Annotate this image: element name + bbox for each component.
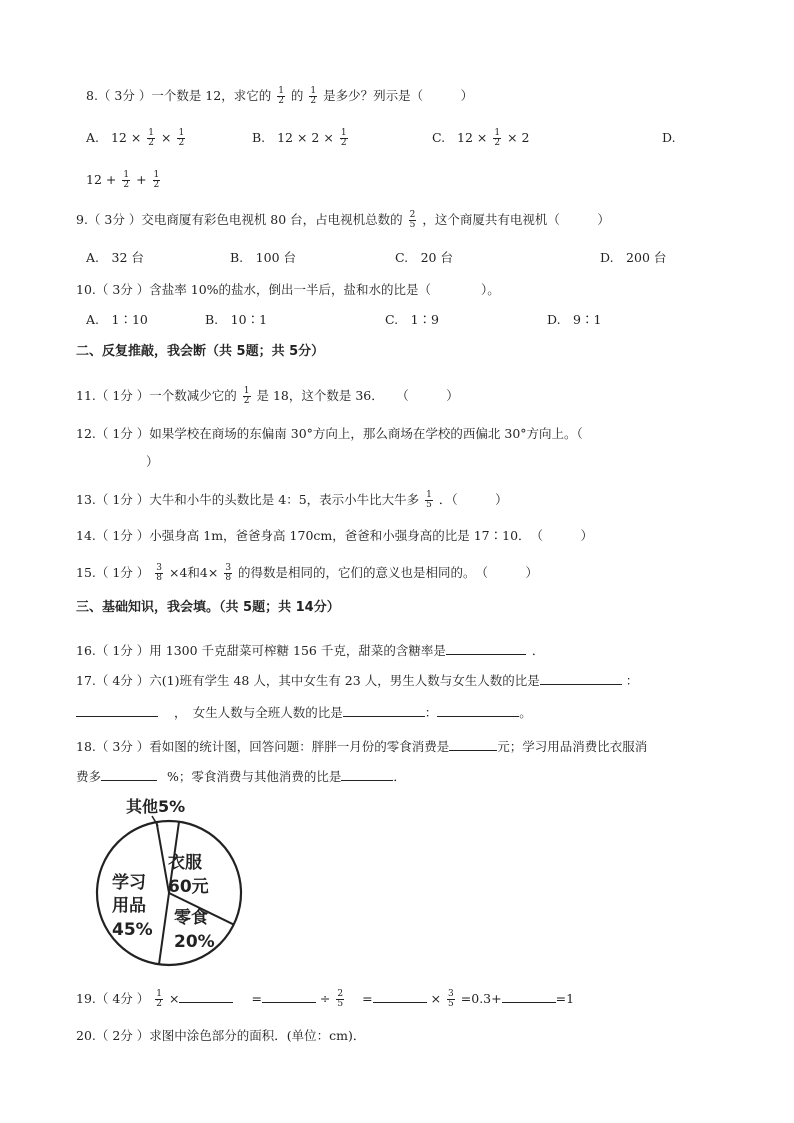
answer-blank[interactable]: [446, 640, 526, 655]
q8-option-d[interactable]: 12 + $\frac{1}{2}$ + $\frac{1}{2}$: [86, 170, 160, 190]
answer-blank[interactable]: [502, 988, 556, 1003]
pie-label-snacks-value: 20%: [174, 932, 215, 952]
q9-option-c[interactable]: C. 20 台: [395, 250, 453, 265]
q8-option-a[interactable]: A. 12 × $\frac{1}{2}$ × $\frac{1}{2}$: [86, 128, 185, 148]
question-10: 10.（ 3分 ）含盐率 10%的盐水，倒出一半后，盐和水的比是（ ）。: [76, 282, 500, 297]
section-3-heading: 三、基础知识，我会填。（共 5题；共 14分）: [76, 600, 340, 615]
q10-option-c[interactable]: C. 1∶9: [385, 312, 439, 327]
question-18: 18.（ 3分 ）看如图的统计图，回答问题：胖胖一月份的零食消费是 元；学习用品消费比衣服消: [76, 736, 647, 757]
pie-label-other: 其他5%: [126, 797, 186, 816]
answer-blank[interactable]: [76, 702, 158, 717]
fraction: $\frac{1}{2}$: [310, 86, 317, 106]
pie-label-study-value: 45%: [112, 920, 153, 940]
answer-blank[interactable]: [262, 988, 316, 1003]
answer-blank[interactable]: [540, 670, 622, 685]
answer-blank[interactable]: [437, 702, 519, 717]
q10-option-b[interactable]: B. 10∶1: [205, 312, 268, 327]
question-9: 9.（ 3分 ）交电商厦有彩色电视机 80 台，占电视机总数的 $\frac{2}{5}$ ，这个商厦共有电视机（ ）: [76, 210, 610, 230]
pie-chart-svg: [94, 790, 254, 972]
question-11: 11.（ 1分 ）一个数减少它的 $\frac{1}{2}$ 是 18，这个数是 36． （ ）: [76, 386, 459, 406]
q8-stem: 8.（ 3分 ）一个数是 12，求它的: [86, 88, 272, 103]
answer-blank[interactable]: [341, 766, 393, 781]
answer-blank[interactable]: [179, 988, 233, 1003]
answer-blank[interactable]: [449, 736, 497, 751]
question-15: 15.（ 1分 ） $\frac{3}{8}$ ×4和4× $\frac{3}{8}$ 的得数是相同的，它们的意义也是相同的。 （ ）: [76, 563, 539, 583]
pie-label-study: 学习: [112, 873, 146, 893]
pie-chart: [94, 790, 254, 972]
section-2-heading: 二、反复推敲，我会断（共 5题；共 5分）: [76, 344, 325, 359]
pie-label-clothes-value: 60元: [168, 877, 209, 897]
q9-option-d[interactable]: D. 200 台: [600, 250, 667, 265]
fraction: $\frac{1}{2}$: [278, 86, 284, 106]
question-17: 17.（ 4分 ）六(1)班有学生 48 人，其中女生有 23 人，男生人数与女生人数的比是 ：: [76, 670, 638, 691]
q8-option-b[interactable]: B. 12 × 2 × $\frac{1}{2}$: [252, 128, 347, 148]
question-12: 12.（ 1分 ）如果学校在商场的东偏南 30°方向上，那么商场在学校的西偏北 30°方向上。（: [76, 426, 583, 441]
question-13: 13.（ 1分 ）大牛和小牛的头数比是 4：5，表示小牛比大牛多 $\frac{1}{5}$ ．（ ）: [76, 490, 508, 510]
question-14: 14.（ 1分 ）小强身高 1m，爸爸身高 170cm，爸爸和小强身高的比是 17∶10． （ ）: [76, 528, 594, 543]
question-20: 20.（ 2分 ）求图中涂色部分的面积．(单位：cm)．: [76, 1028, 366, 1043]
question-16: 16.（ 1分 ）用 1300 千克甜菜可榨糖 156 千克，甜菜的含糖率是 ．: [76, 640, 544, 661]
q10-option-d[interactable]: D. 9∶1: [547, 312, 602, 327]
answer-blank[interactable]: [343, 702, 425, 717]
q9-option-a[interactable]: A. 32 台: [86, 250, 144, 265]
pie-label-study-2: 用品: [112, 896, 146, 916]
answer-blank[interactable]: [373, 988, 427, 1003]
q8-option-c[interactable]: C. 12 × $\frac{1}{2}$ × 2: [432, 128, 530, 148]
question-19: 19.（ 4分 ） $\frac{1}{2}$ × = ÷ $\frac{2}{5}$ = × $\frac{3}{5}$ =0.3+ =1: [76, 989, 575, 1009]
question-12-cont: ）: [146, 454, 159, 469]
q10-option-a[interactable]: A. 1∶10: [86, 312, 148, 327]
q9-option-b[interactable]: B. 100 台: [230, 250, 296, 265]
answer-blank[interactable]: [101, 766, 157, 781]
question-17-cont: ， 女生人数与全班人数的比是 ： 。: [76, 702, 532, 723]
pie-label-snacks: 零食: [174, 908, 208, 928]
q8-option-d-label[interactable]: D.: [662, 130, 676, 145]
question-8: 8.（ 3分 ）一个数是 12，求它的 $\frac{1}{2}$ 的 $\frac{1}{2}$ 是多少？列示是（ ）: [86, 86, 474, 106]
pie-label-clothes: 衣服: [168, 853, 202, 873]
question-18-cont: 费多 %；零食消费与其他消费的比是 ．: [76, 766, 406, 787]
